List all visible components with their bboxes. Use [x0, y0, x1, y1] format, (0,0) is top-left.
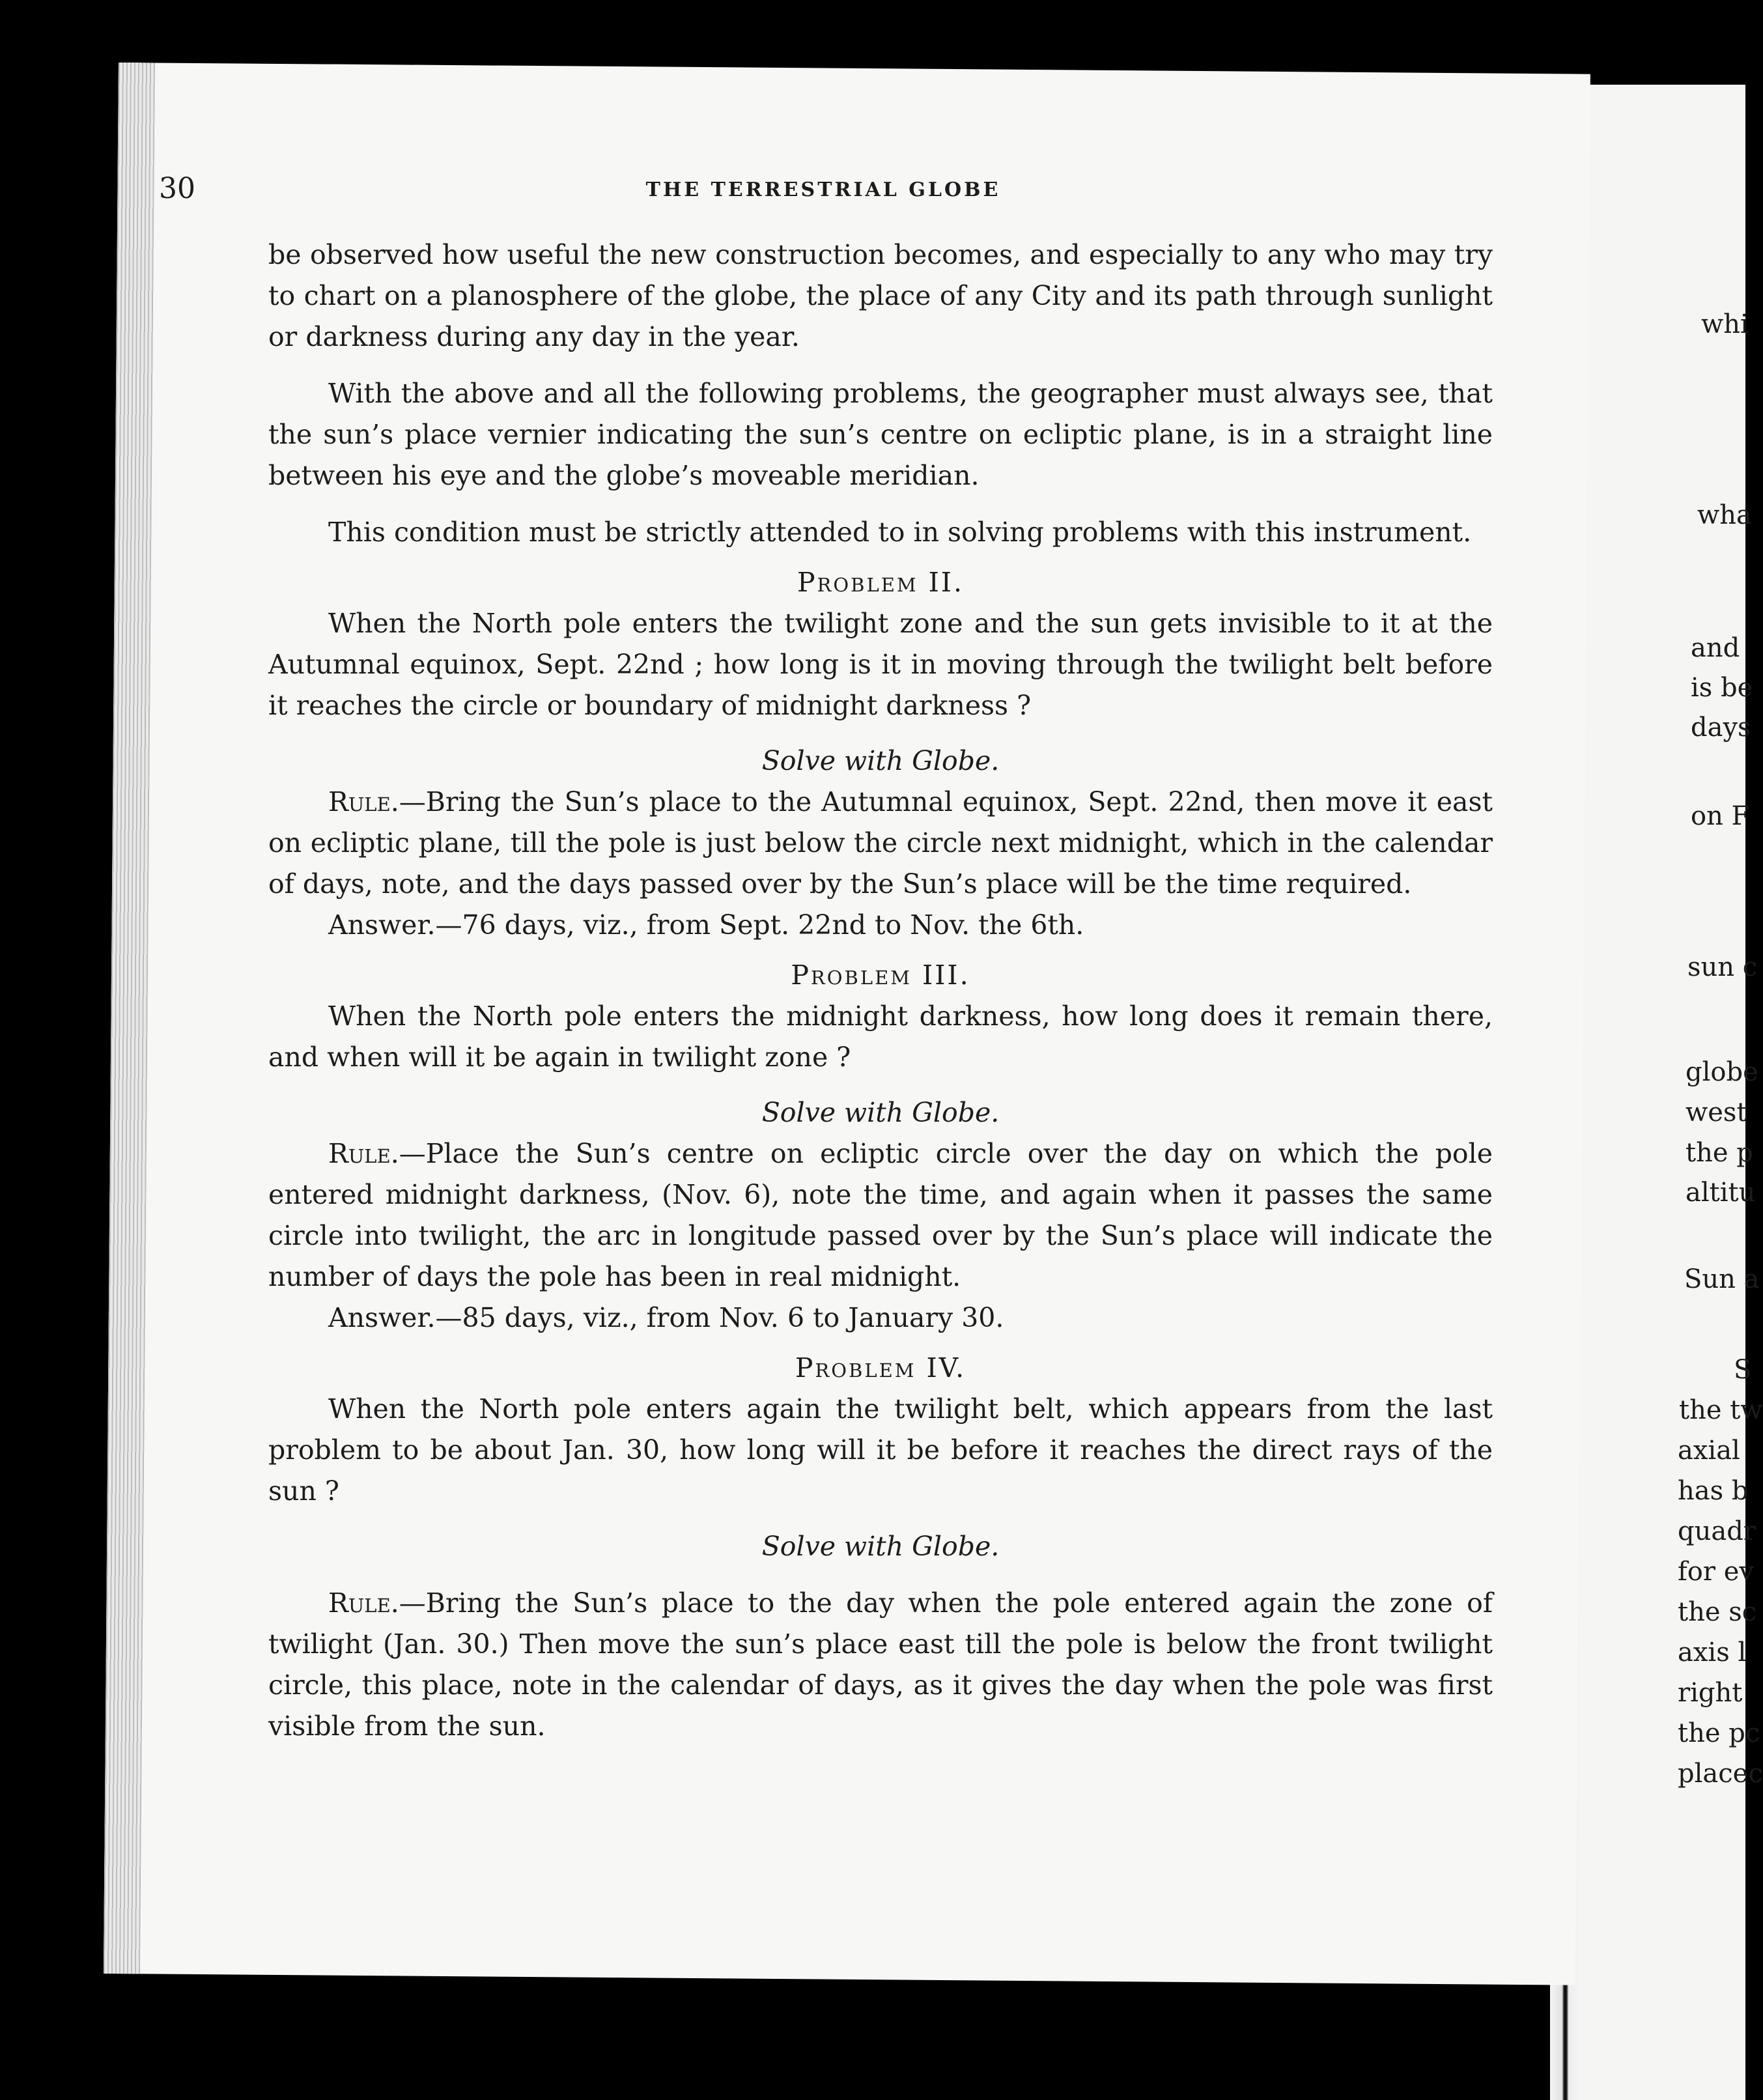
rule-text: —Bring the Sun’s place to the day when the pole entered again the zone of twilight (Jan. 30.) Then move the sun’s place east till the pole is below the front twilight circle, this place, note in the calendar of days, as it gives the day when the pole was first visible from the sun.: [268, 1587, 1493, 1742]
problem-question: When the North pole enters again the twilight belt, which appears from the last problem to be about Jan. 30, how long will it be before it reaches the direct rays of the sun ?: [268, 1393, 1493, 1507]
facing-fragment: right: [1678, 1678, 1743, 1708]
paragraph: With the above and all the following problems, the geographer must always see, that the sun’s place vernier indicating the sun’s centre on ecliptic plane, is in a straight line between his eye and the globe’s moveable meridian.: [268, 378, 1493, 491]
facing-fragment: sun c: [1687, 952, 1758, 982]
facing-fragment: for ev: [1678, 1557, 1754, 1587]
facing-fragment: S: [1734, 1355, 1752, 1385]
facing-fragment: days: [1691, 713, 1751, 743]
facing-fragment: the tw: [1679, 1395, 1763, 1425]
facing-fragment: the p: [1685, 1138, 1753, 1168]
facing-fragment: the pc: [1678, 1718, 1760, 1748]
rule-paragraph: [268, 1583, 1493, 1747]
facing-fragment: axis l: [1678, 1638, 1747, 1667]
facing-fragment: has b: [1678, 1476, 1749, 1506]
paragraph: This condition must be strictly attended to in solving problems with this instrument.: [328, 517, 1472, 548]
rule-label: Rule.: [328, 1587, 399, 1619]
facing-fragment: placec: [1678, 1759, 1763, 1789]
page-edges: [104, 63, 155, 1974]
page-body: [268, 234, 1493, 1747]
facing-fragment: altitu: [1685, 1178, 1756, 1208]
running-title: THE TERRESTRIAL GLOBE: [645, 178, 1001, 201]
rule-label: Rule.: [328, 786, 399, 817]
facing-fragment: the sc: [1678, 1597, 1757, 1627]
problem-question: When the North pole enters the midnight darkness, how long does it remain there, and when will it be again in twilight zone ?: [268, 1000, 1493, 1073]
rule-text: —Place the Sun’s centre on ecliptic circle over the day on which the pole entered midnight darkness, (Nov. 6), note the time, and again when it passes the same circle into twilight, the arc in longitude passed over by the Sun’s place will indicate the number of days the pole has been in real midnight.: [268, 1138, 1493, 1292]
facing-fragment: on F: [1691, 801, 1750, 831]
facing-fragment: wha: [1697, 500, 1752, 530]
problem-heading: Problem IV.: [795, 1352, 966, 1383]
solve-label: Solve with Globe.: [761, 1531, 1000, 1562]
page-header: [159, 172, 1488, 218]
page-number: 30: [159, 172, 195, 205]
problem-heading: Problem II.: [797, 567, 965, 598]
facing-fragment: and: [1691, 633, 1740, 663]
facing-fragment: whi: [1701, 309, 1749, 339]
rule-label: Rule.: [328, 1138, 399, 1169]
solve-label: Solve with Globe.: [761, 745, 1000, 776]
rule-paragraph: [268, 782, 1493, 905]
facing-fragment: west: [1685, 1098, 1747, 1128]
paragraph: be observed how useful the new construction becomes, and especially to any who may try to chart on a planosphere of the globe, the place of any City and its path through sunlight or darkness during any day in the year.: [268, 239, 1493, 352]
facing-fragment: is be: [1691, 673, 1753, 703]
problem-heading: Problem III.: [791, 959, 970, 991]
rule-text: —Bring the Sun’s place to the Autumnal equinox, Sept. 22nd, then move it east on ecliptic plane, till the pole is just below the circle next midnight, which in the calendar of days, note, and the days passed over by the Sun’s place will be the time required.: [268, 786, 1493, 900]
facing-fragment: Sun a: [1684, 1264, 1760, 1294]
answer: Answer.—85 days, viz., from Nov. 6 to January 30.: [328, 1302, 1004, 1333]
facing-fragment: axial: [1678, 1436, 1740, 1466]
answer: Answer.—76 days, viz., from Sept. 22nd to Nov. the 6th.: [328, 909, 1084, 941]
facing-fragment: quadr: [1678, 1516, 1756, 1546]
problem-question: When the North pole enters the twilight zone and the sun gets invisible to it at the Autumnal equinox, Sept. 22nd ; how long is it in moving through the twilight belt before it reaches the circle or boundary of midnight darkness ?: [268, 608, 1493, 721]
facing-page: [1580, 85, 1763, 2100]
solve-label: Solve with Globe.: [761, 1097, 1000, 1128]
facing-fragment: globe: [1685, 1057, 1758, 1087]
rule-paragraph: [268, 1133, 1493, 1298]
facing-page-text: [1580, 85, 1763, 2100]
